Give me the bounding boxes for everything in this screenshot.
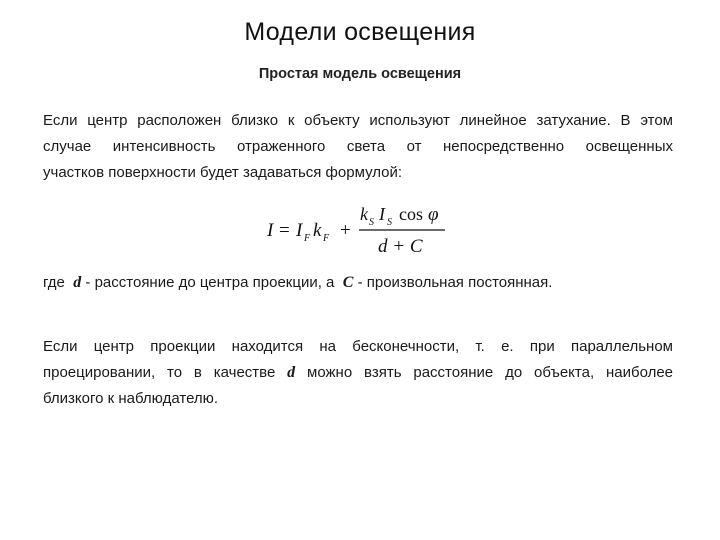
paragraph-intro-line-3: участков поверхности будет задаваться формулой: (43, 164, 403, 181)
variable-d-inline: d (287, 364, 296, 381)
formula-denominator: d + C (378, 236, 423, 257)
paragraph-intro-line-1: Если центр расположен близко к объекту используют линейное затухание. В этом (43, 112, 673, 129)
formula-num-I: I (379, 204, 385, 224)
paragraph-intro-line-2: случае интенсивность отраженного света от непосредственно освещенных (43, 138, 673, 155)
formula-num-cos: cos (399, 204, 423, 224)
attenuation-formula (265, 200, 465, 262)
paragraph-infinity-line-2 (43, 360, 673, 386)
slide-subtitle: Простая модель освещения (258, 66, 462, 82)
definitions-suffix: - произвольная постоянная. (357, 274, 553, 291)
paragraph-infinity-line-3: близкого к наблюдателю. (43, 390, 219, 407)
formula-equals: = (279, 220, 290, 241)
variable-C: C (342, 274, 354, 291)
variable-d: d (73, 274, 82, 291)
formula-term2-base: k (313, 220, 322, 241)
formula-num-k-sub: S (369, 217, 374, 228)
formula-lhs: I (267, 220, 274, 241)
slide-title: Модели освещения (244, 18, 476, 46)
infinity-line2-start: проецировании, то в качестве (43, 364, 276, 381)
formula-term1-base: I (296, 220, 303, 241)
formula-term1-sub: F (304, 233, 311, 244)
formula-num-I-sub: S (387, 217, 392, 228)
paragraph-infinity-line-1: Если центр проекции находится на бесконечности, т. е. при параллельном (43, 338, 673, 355)
paragraph-definitions (43, 270, 673, 296)
infinity-line2-end: можно взять расстояние до объекта, наиболее (307, 364, 674, 381)
formula-num-k: k (360, 204, 368, 224)
definitions-middle: - расстояние до центра проекции, а (85, 274, 335, 291)
paragraph-definitions-line (43, 270, 673, 296)
formula-plus: + (340, 220, 351, 241)
paragraph-intro (43, 108, 673, 186)
formula-term2-sub: F (323, 233, 330, 244)
formula-num-phi: φ (428, 204, 439, 225)
definitions-prefix: где (43, 274, 65, 291)
paragraph-infinity (43, 334, 673, 412)
